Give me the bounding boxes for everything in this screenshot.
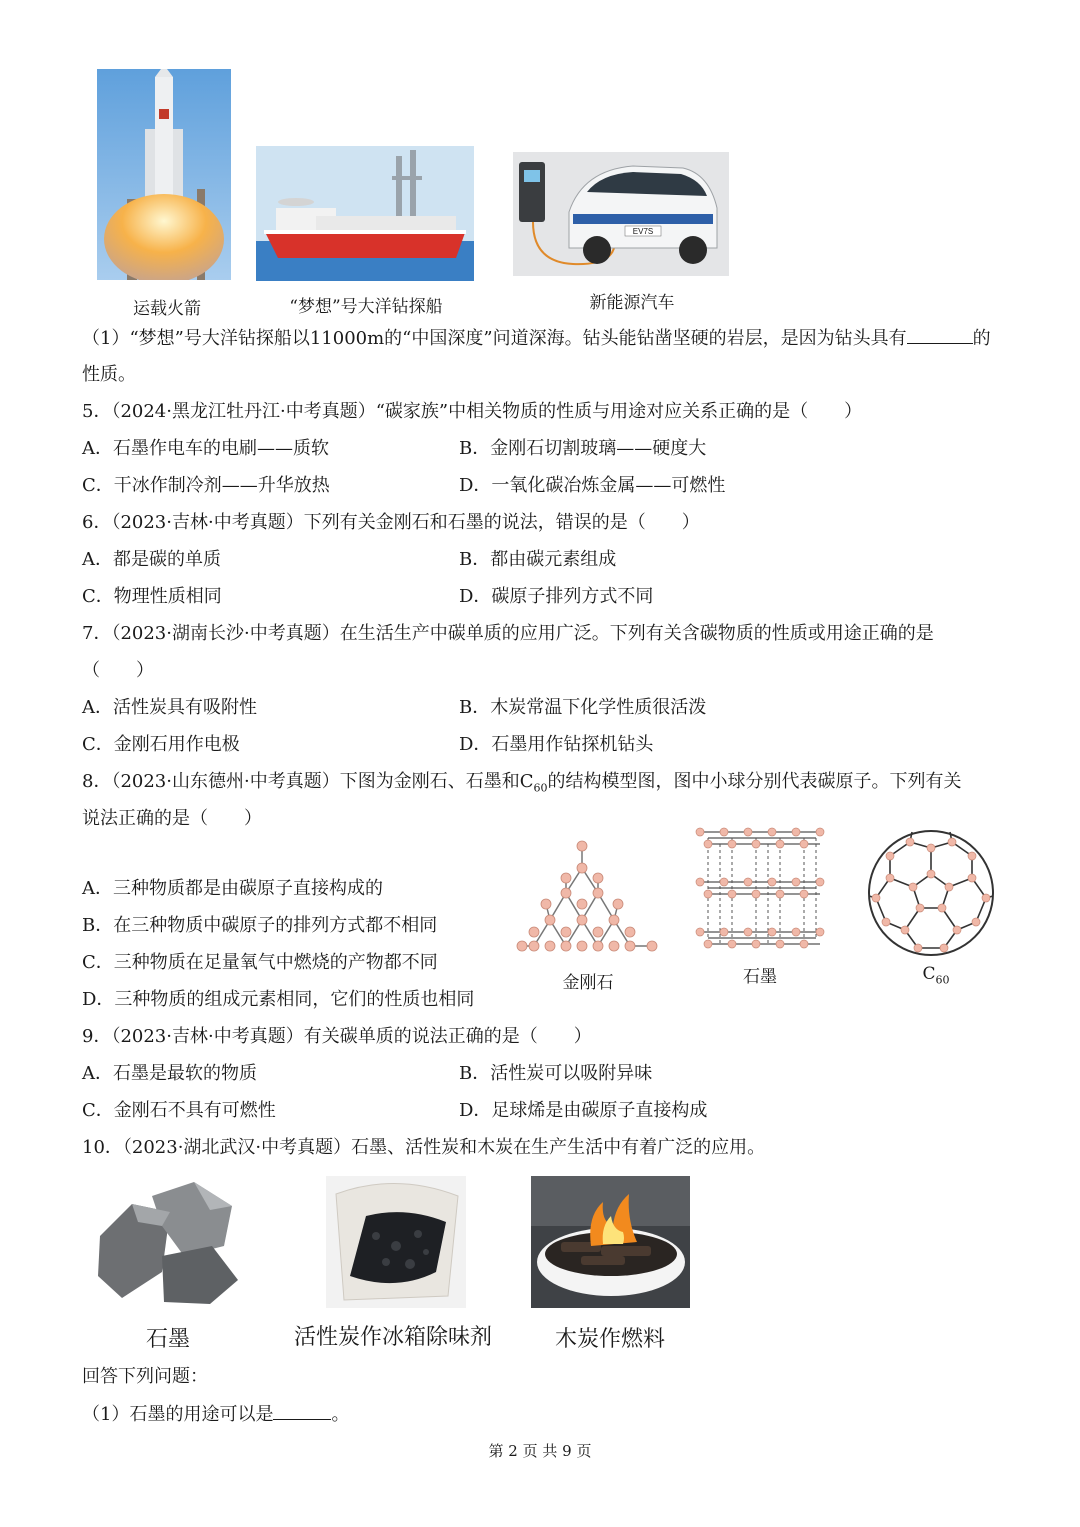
q9-stem: 9．（2023·吉林·中考真题）有关碳单质的说法正确的是（ ） (82, 1026, 592, 1047)
q8-option-c: C．三种物质在足量氧气中燃烧的产物都不同 (82, 952, 438, 973)
graphite-label: 石墨 (743, 967, 777, 987)
drilling-ship-image (256, 146, 474, 281)
q4-sub1-line2: 性质。 (82, 364, 136, 385)
q8-stem (82, 769, 961, 802)
q5-option-d: D．一氧化碳冶炼金属——可燃性 (459, 475, 726, 496)
c60-label-sub: 60 (935, 973, 950, 987)
q9-option-b: B．活性炭可以吸附异味 (459, 1063, 653, 1084)
q8-option-d: D．三种物质的组成元素相同，它们的性质也相同 (82, 989, 475, 1010)
diamond-structure-diagram (516, 838, 662, 964)
q8-stem-sub: 60 (533, 781, 548, 795)
q6-option-c: C．物理性质相同 (82, 586, 222, 607)
q5-stem: 5．（2024·黑龙江牡丹江·中考真题）“碳家族”中相关物质的性质与用途对应关系正确的是（ ） (82, 401, 863, 422)
q6-option-b: B．都由碳元素组成 (459, 549, 617, 570)
graphite-photo (92, 1176, 244, 1308)
activated-carbon-photo (326, 1176, 466, 1308)
q7-option-c: C．金刚石用作电极 (82, 734, 240, 755)
q10-caption-charcoal: 木炭作燃料 (554, 1327, 665, 1352)
q10-answer-prompt: 回答下列问题： (82, 1366, 208, 1387)
rocket-caption: 运载火箭 (133, 299, 201, 319)
c60-label (906, 964, 966, 986)
answer-blank (907, 325, 973, 344)
q10-sub1-end: 。 (331, 1404, 350, 1425)
page-number: 第 2 页 共 9 页 (488, 1442, 592, 1460)
diamond-label: 金刚石 (562, 973, 614, 993)
q7-option-b: B．木炭常温下化学性质很活泼 (459, 697, 707, 718)
c60-structure-diagram (864, 826, 998, 960)
q8-stem-b: 的结构模型图，图中小球分别代表碳原子。下列有关 (547, 771, 962, 792)
c60-label-text: C (922, 964, 936, 984)
answer-blank (273, 1401, 331, 1420)
q8-option-b: B．在三种物质中碳原子的排列方式都不相同 (82, 915, 438, 936)
q10-stem: 10．（2023·湖北武汉·中考真题）石墨、活性炭和木炭在生产生活中有着广泛的应用。 (82, 1137, 766, 1158)
charcoal-fuel-photo (531, 1176, 690, 1308)
ship-caption: “梦想”号大洋钻探船 (289, 297, 443, 317)
q8-stem-line2: 说法正确的是（ ） (82, 808, 262, 829)
q10-caption-graphite: 石墨 (145, 1327, 190, 1352)
q6-stem: 6．（2023·吉林·中考真题）下列有关金刚石和石墨的说法，错误的是（ ） (82, 512, 700, 533)
car-caption: 新能源汽车 (589, 293, 675, 313)
q4-sub1-line1 (82, 325, 991, 352)
q6-option-a: A．都是碳的单质 (82, 549, 221, 570)
graphite-structure-diagram (694, 826, 830, 954)
q7-stem-line2: （ ） (82, 660, 154, 681)
q9-option-d: D．足球烯是由碳原子直接构成 (459, 1100, 708, 1121)
q4-sub1-text: （1）“梦想”号大洋钻探船以11000m的“中国深度”问道深海。钻头能钻凿坚硬的岩层，是因为钻头具有 (82, 328, 907, 349)
ev-car-image (513, 152, 729, 276)
q10-sub1-text: （1）石墨的用途可以是 (82, 1404, 274, 1425)
q4-sub1-text-after: 的 (972, 328, 991, 349)
q5-option-b: B．金刚石切割玻璃——硬度大 (459, 438, 707, 459)
q5-option-c: C．干冰作制冷剂——升华放热 (82, 475, 330, 496)
q8-option-a: A．三种物质都是由碳原子直接构成的 (82, 878, 383, 899)
q7-option-d: D．石墨用作钻探机钻头 (459, 734, 654, 755)
q6-option-d: D．碳原子排列方式不同 (459, 586, 654, 607)
q9-option-a: A．石墨是最软的物质 (82, 1063, 257, 1084)
rocket-image (97, 69, 231, 280)
q5-option-a: A．石墨作电车的电刷——质软 (82, 438, 329, 459)
q10-caption-activated-carbon: 活性炭作冰箱除味剂 (293, 1325, 492, 1350)
q8-stem-a: 8．（2023·山东德州·中考真题）下图为金刚石、石墨和C (82, 771, 534, 792)
q9-option-c: C．金刚石不具有可燃性 (82, 1100, 276, 1121)
q7-stem: 7．（2023·湖南长沙·中考真题）在生活生产中碳单质的应用广泛。下列有关含碳物质的性质或用途正确的是 (82, 623, 934, 644)
q10-sub1-line (82, 1401, 349, 1428)
q7-option-a: A．活性炭具有吸附性 (82, 697, 257, 718)
car-badge-text: EV7S (632, 227, 654, 236)
